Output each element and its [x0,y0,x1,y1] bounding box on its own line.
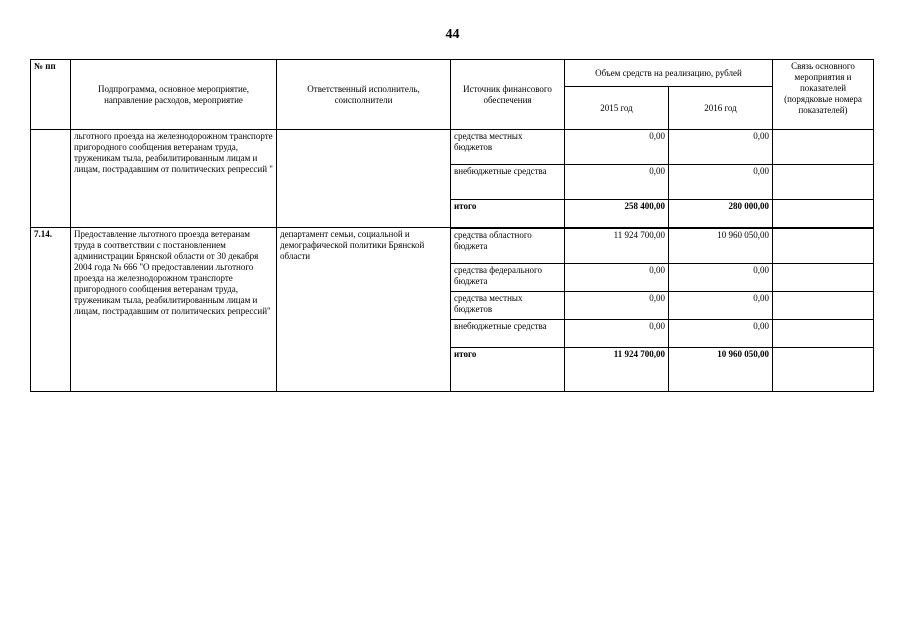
block2-total-connection [773,348,874,392]
block2-federal-connection [773,264,874,292]
page-number: 44 [445,27,460,42]
block1-source-offbudget: внебюджетные средства [451,165,565,200]
block2-source-local: средства местных бюджетов [451,292,565,320]
block2-local-2015: 0,00 [565,292,669,320]
block2-offbudget-2016: 0,00 [669,320,773,348]
block2-local-connection [773,292,874,320]
header-2016: 2016 год [669,87,773,130]
header-source: Источник финансового обеспечения [451,60,565,130]
block1-offbudget-2016: 0,00 [669,165,773,200]
block2-number: 7.14. [31,228,71,392]
block1-source-total: итого [451,200,565,228]
block1-description: льготного проезда на железнодорожном транспорте пригородного сообщения ветеранам труда, труженикам тыла, реабилитированным лицам и лицам, пострадавшим от политических репрессий " [71,130,277,228]
block1-local-connection [773,130,874,165]
block1-local-2015: 0,00 [565,130,669,165]
block2-source-regional: средства областного бюджета [451,228,565,264]
block2-source-total: итого [451,348,565,392]
block1-total-2016: 280 000,00 [669,200,773,228]
block1-total-2015: 258 400,00 [565,200,669,228]
block2-source-offbudget: внебюджетные средства [451,320,565,348]
block2-federal-2016: 0,00 [669,264,773,292]
header-connection: Связь основного мероприятия и показателей (порядковые номера показателей) [773,60,874,130]
block2-total-2015: 11 924 700,00 [565,348,669,392]
block1-offbudget-connection [773,165,874,200]
block1-offbudget-2015: 0,00 [565,165,669,200]
block1-no-cell [31,130,71,228]
header-executor: Ответственный исполнитель, соисполнители [277,60,451,130]
block2-executor: департамент семьи, социальной и демографической политики Брянской области [277,228,451,392]
block2-total-2016: 10 960 050,00 [669,348,773,392]
block2-federal-2015: 0,00 [565,264,669,292]
block1-source-local: средства местных бюджетов [451,130,565,165]
block2-offbudget-2015: 0,00 [565,320,669,348]
header-no: № пп [31,60,71,130]
block2-offbudget-connection [773,320,874,348]
block2-source-federal: средства федерального бюджета [451,264,565,292]
block2-regional-2016: 10 960 050,00 [669,228,773,264]
block2-description: Предоставление льготного проезда ветеранам труда в соответствии с постановлением администрации Брянской области от 30 декабря 2004 года № 666 "О предоставлении льготного проезда на железнодорожном транспорте пригородного сообщения ветеранам труда, труженикам тыла, реабилитированным лицам и лицам, пострадавшим от политических репрессий" [71,228,277,392]
funding-table [30,59,874,392]
header-2015: 2015 год [565,87,669,130]
block1-total-connection [773,200,874,228]
block2-regional-connection [773,228,874,264]
block2-local-2016: 0,00 [669,292,773,320]
header-subprogram: Подпрограмма, основное мероприятие, направление расходов, мероприятие [71,60,277,130]
block2-regional-2015: 11 924 700,00 [565,228,669,264]
block1-executor [277,130,451,228]
header-volume: Объем средств на реализацию, рублей [565,60,773,87]
block1-local-2016: 0,00 [669,130,773,165]
